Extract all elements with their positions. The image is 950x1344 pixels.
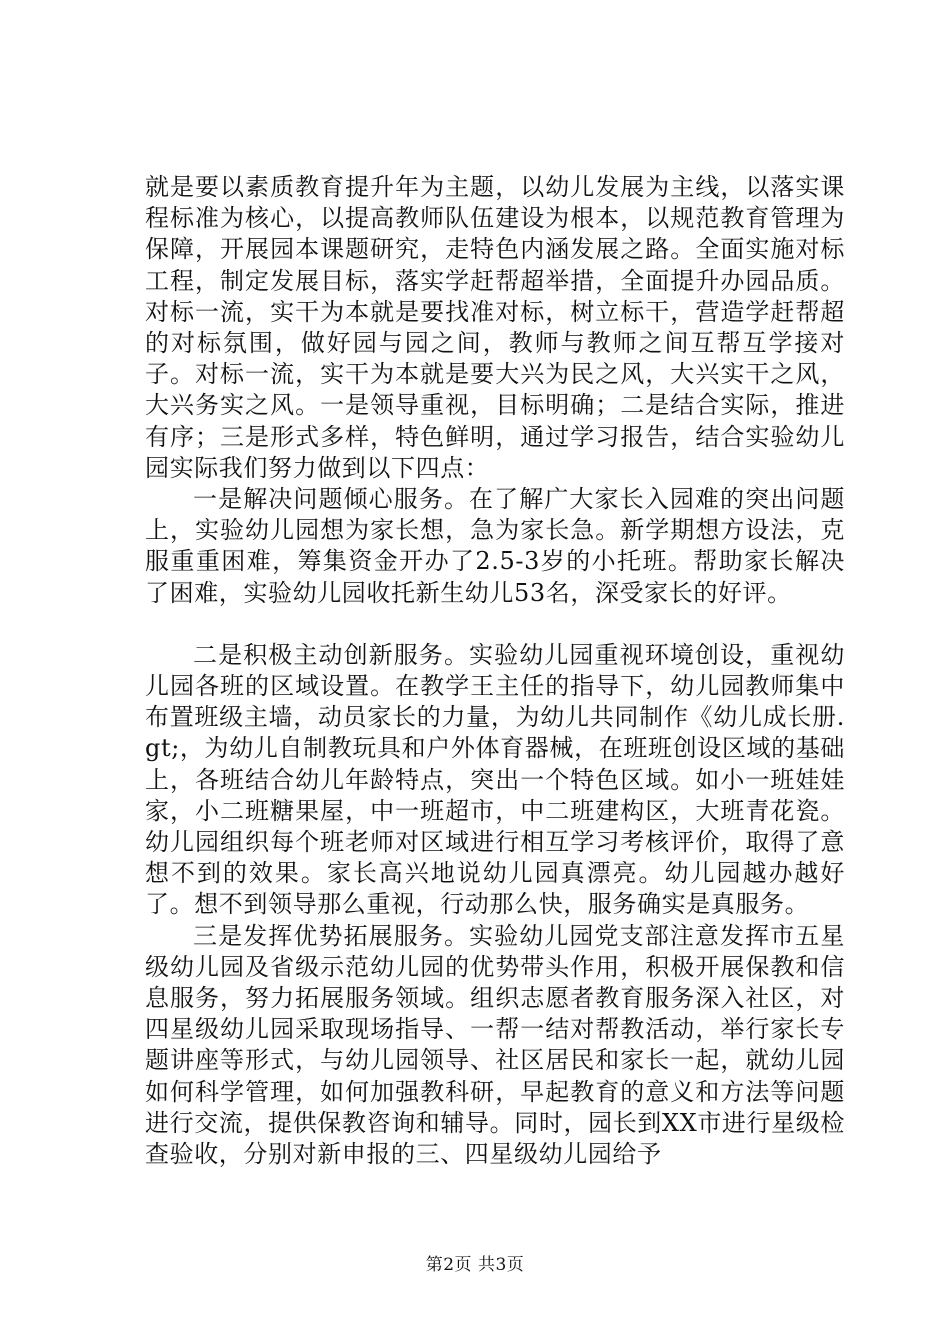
page-number-footer: 第2页 共3页 xyxy=(425,1255,525,1275)
paragraph-point-three: 三是发挥优势拓展服务。实验幼儿园党支部注意发挥市五星级幼儿园及省级示范幼儿园的优势带头作用，积极开展保教和信息服务，努力拓展服务领域。组织志愿者教育服务深入社区，对四星级幼儿园采取现场指导、一帮一结对帮教活动，举行家长专题讲座等形式，与幼儿园领导、社区居民和家长一起，就幼儿园如何科学管理，如何加强教科研，早起教育的意义和方法等问题进行交流，提供保教咨询和辅导。同时，园长到XX市进行星级检查验收，分别对新申报的三、四星级幼儿园给予 xyxy=(145,921,845,1169)
paragraph-intro-continued: 就是要以素质教育提升年为主题，以幼儿发展为主线，以落实课程标准为核心，以提高教师队伍建设为根本，以规范教育管理为保障，开展园本课题研究，走特色内涵发展之路。全面实施对标工程，制定发展目标，落实学赶帮超举措，全面提升办园品质。对标一流，实干为本就是要找准对标，树立标干，营造学赶帮超的对标氛围，做好园与园之间，教师与教师之间互帮互学接对子。对标一流，实干为本就是要大兴为民之风，大兴实干之风，大兴务实之风。一是领导重视，目标明确；二是结合实际，推进有序；三是形式多样，特色鲜明，通过学习报告，结合实验幼儿园实际我们努力做到以下四点： xyxy=(145,173,845,482)
paragraph-point-one: 一是解决问题倾心服务。在了解广大家长入园难的突出问题上，实验幼儿园想为家长想，急为家长急。新学期想方设法，克服重重困难，筹集资金开办了2.5-3岁的小托班。帮助家长解决了困难，实验幼儿园收托新生幼儿53名，深受家长的好评。 xyxy=(145,485,845,607)
paragraph-point-two: 二是积极主动创新服务。实验幼儿园重视环境创设，重视幼儿园各班的区域设置。在教学王主任的指导下，幼儿园教师集中布置班级主墙，动员家长的力量，为幼儿共同制作《幼儿成长册.gt;，为幼儿自制教玩具和户外体育器械，在班班创设区域的基础上，各班结合幼儿年龄特点，突出一个特色区域。如小一班娃娃家，小二班糖果屋，中一班超市，中二班建构区，大班青花瓷。幼儿园组织每个班老师对区域进行相互学习考核评价，取得了意想不到的效果。家长高兴地说幼儿园真漂亮。幼儿园越办越好了。想不到领导那么重视，行动那么快，服务确实是真服务。 xyxy=(145,640,845,919)
document-body xyxy=(145,172,845,1170)
